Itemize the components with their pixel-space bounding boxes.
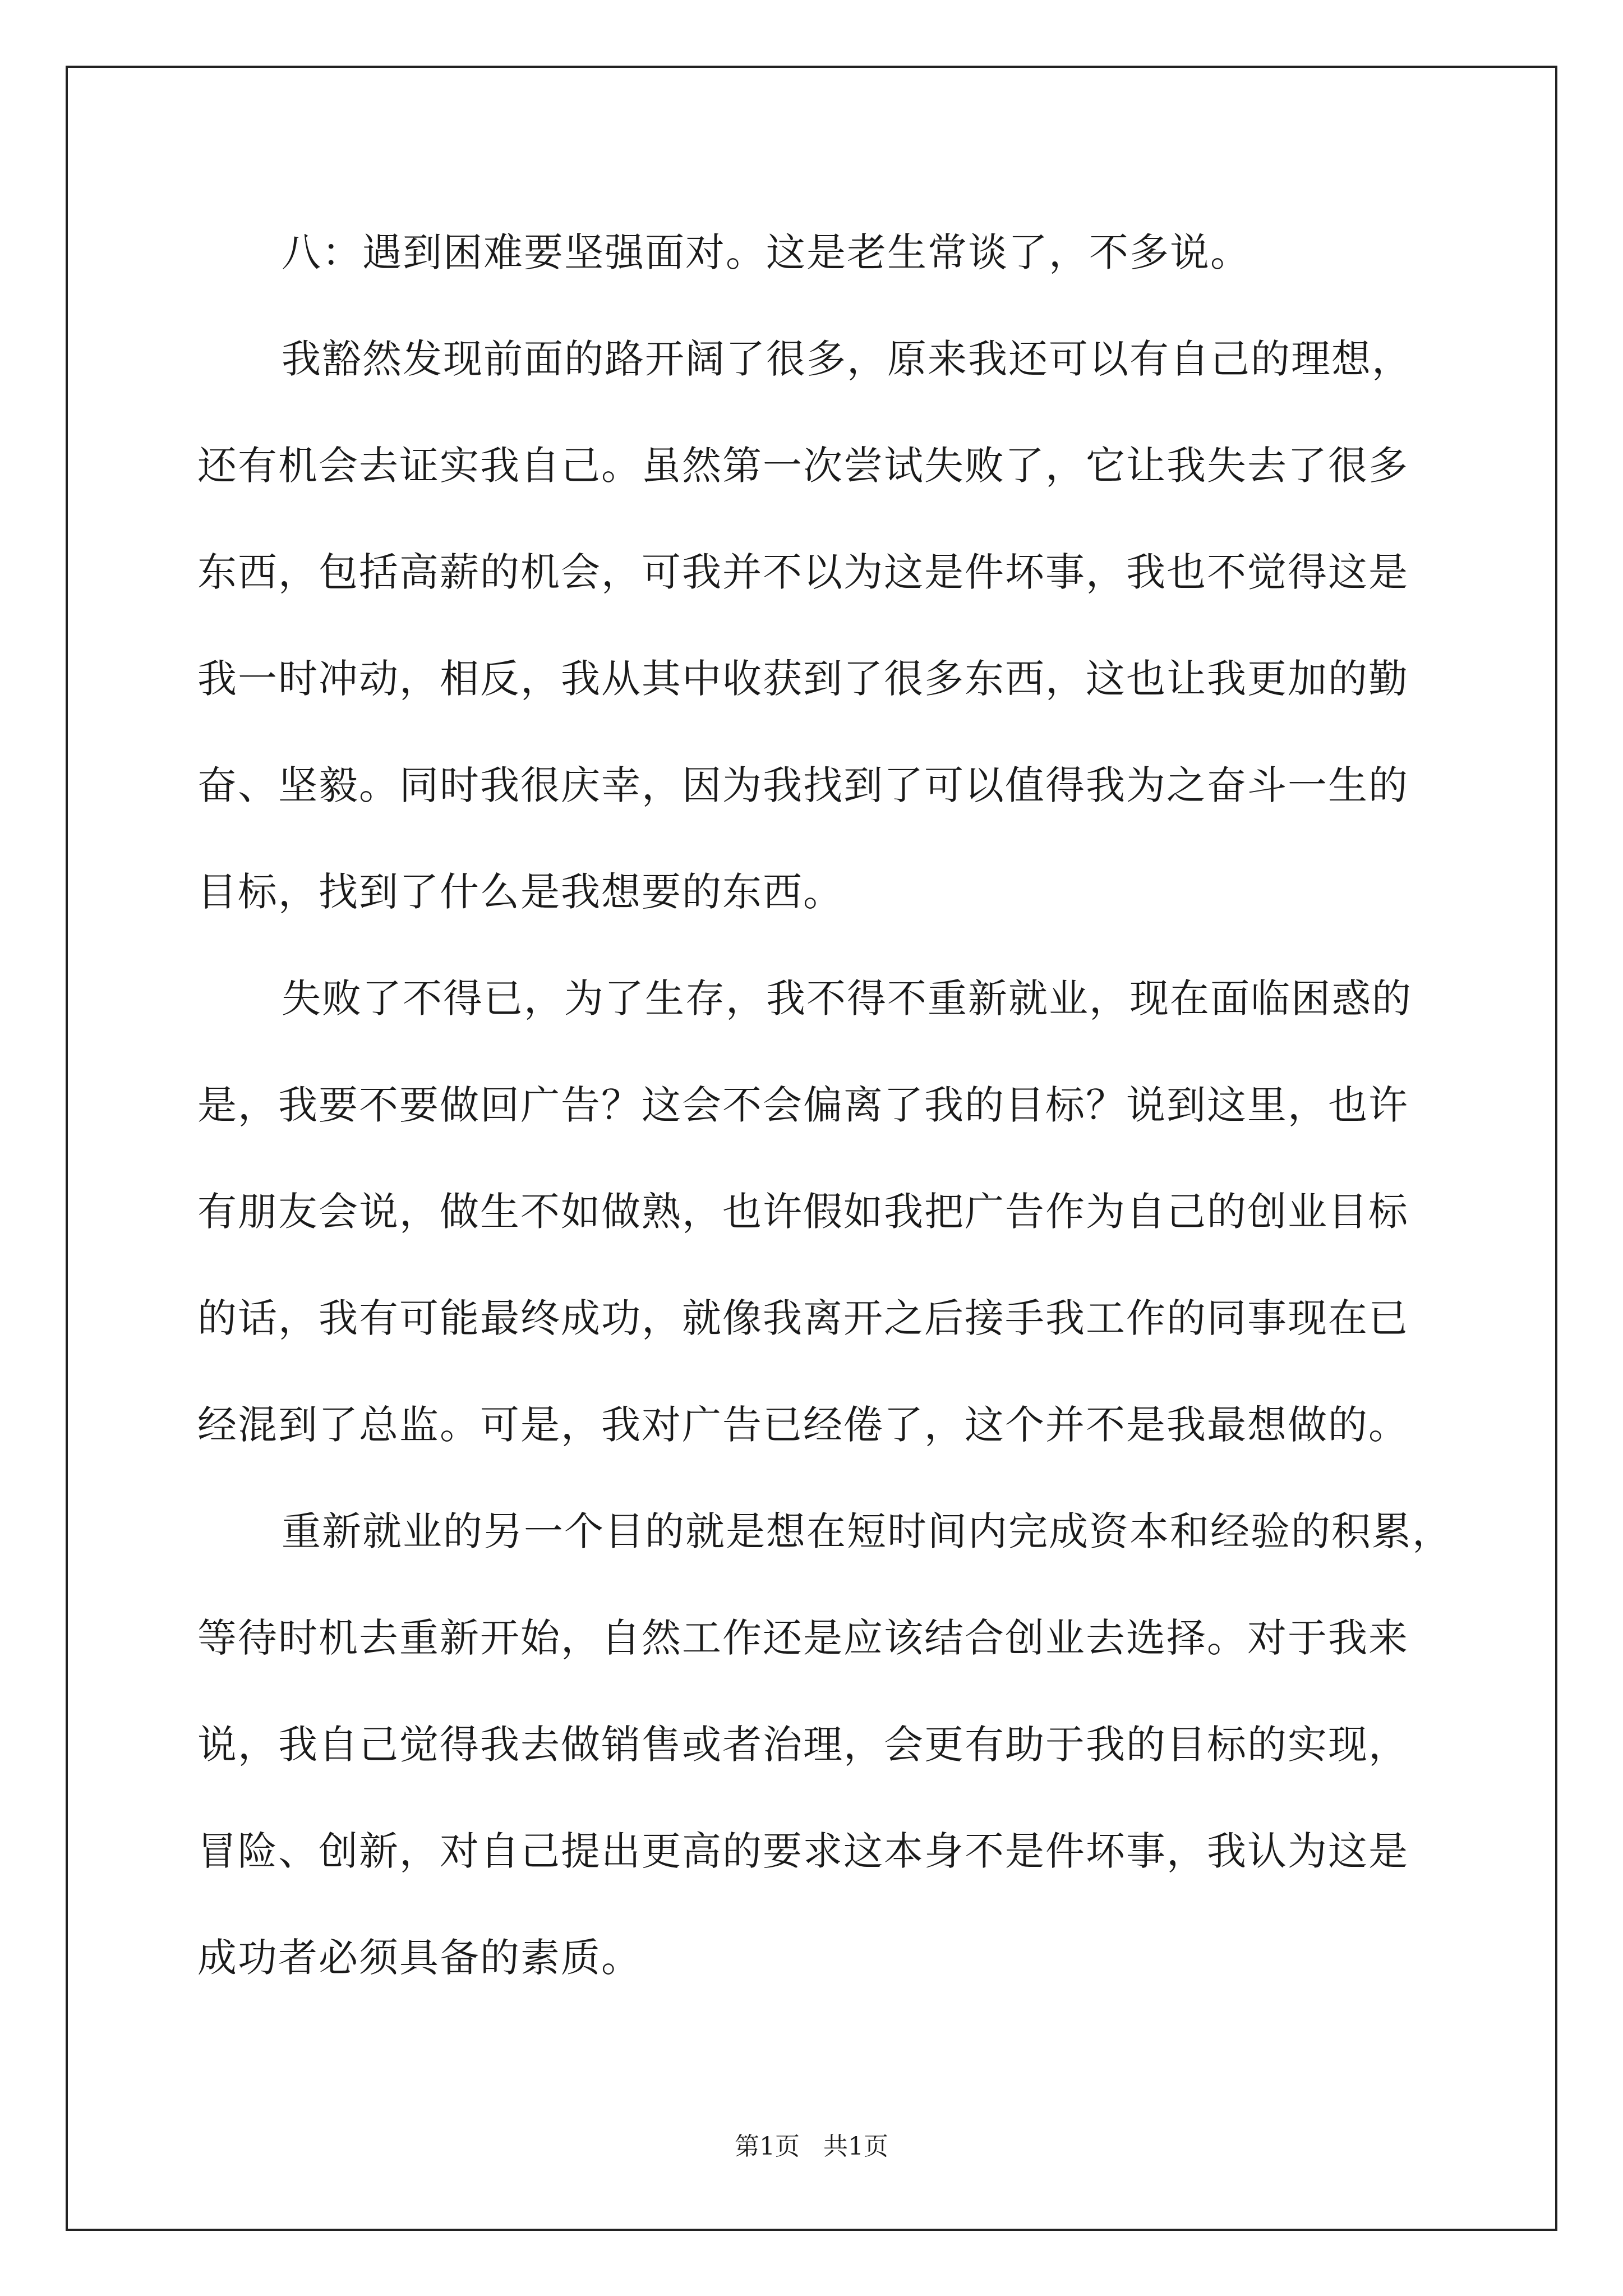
text-line: 重新就业的另一个目的就是想在短时间内完成资本和经验的积累， xyxy=(282,1508,1453,1554)
text-line: 说，我自己觉得我去做销售或者治理，会更有助于我的目标的实现， xyxy=(197,1722,1409,1768)
text-line: 有朋友会说，做生不如做熟，也许假如我把广告作为自己的创业目标 xyxy=(197,1189,1409,1235)
document-body xyxy=(197,208,1453,2019)
text-line: 经混到了总监。可是，我对广告已经倦了，这个并不是我最想做的。 xyxy=(197,1402,1409,1448)
text-line: 东西，包括高薪的机会，可我并不以为这是件坏事，我也不觉得这是 xyxy=(197,549,1409,595)
text-line: 还有机会去证实我自己。虽然第一次尝试失败了，它让我失去了很多 xyxy=(197,443,1409,489)
text-line: 成功者必须具备的素质。 xyxy=(197,1935,642,1981)
text-line: 是，我要不要做回广告？这会不会偏离了我的目标？说到这里，也许 xyxy=(197,1082,1409,1128)
text-line: 目标，找到了什么是我想要的东西。 xyxy=(197,869,843,915)
text-line: 奋、坚毅。同时我很庆幸，因为我找到了可以值得我为之奋斗一生的 xyxy=(197,762,1409,808)
page-total: 共1页 xyxy=(823,2132,888,2161)
text-line: 的话，我有可能最终成功，就像我离开之后接手我工作的同事现在已 xyxy=(197,1295,1409,1341)
text-line: 我一时冲动，相反，我从其中收获到了很多东西，这也让我更加的勤 xyxy=(197,656,1409,702)
text-line: 我豁然发现前面的路开阔了很多，原来我还可以有自己的理想， xyxy=(282,336,1412,382)
page-footer xyxy=(0,2126,1623,2162)
page-number: 第1页 xyxy=(735,2132,800,2161)
text-line: 八：遇到困难要坚强面对。这是老生常谈了，不多说。 xyxy=(282,229,1251,275)
text-line: 冒险、创新，对自己提出更高的要求这本身不是件坏事，我认为这是 xyxy=(197,1828,1409,1874)
text-line: 等待时机去重新开始，自然工作还是应该结合创业去选择。对于我来 xyxy=(197,1615,1409,1661)
text-line: 失败了不得已，为了生存，我不得不重新就业，现在面临困惑的 xyxy=(282,976,1412,1022)
